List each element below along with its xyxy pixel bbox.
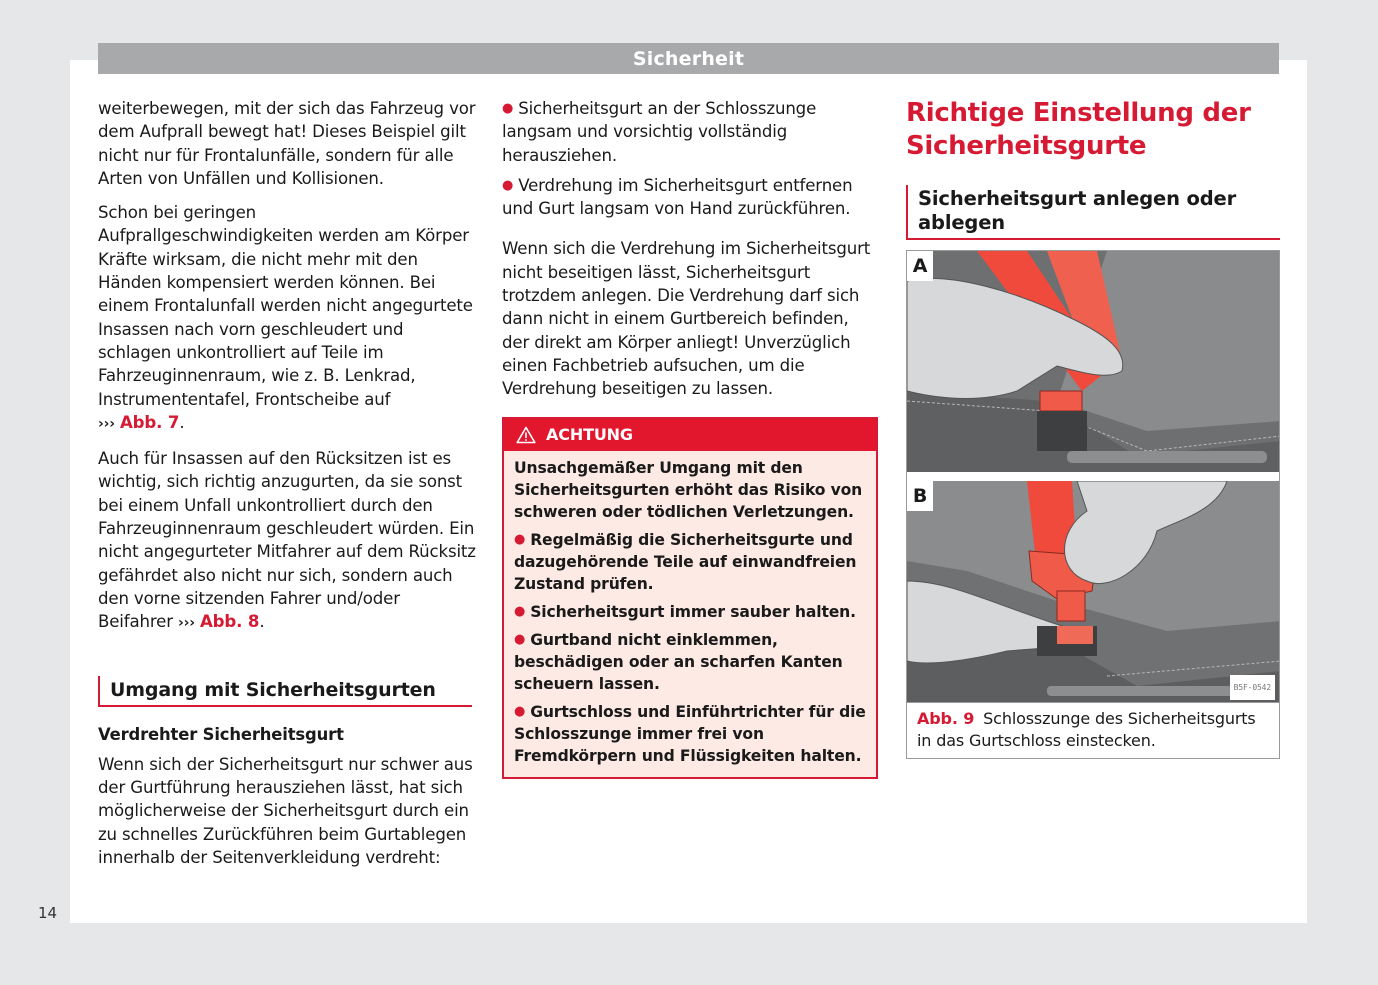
bullet-dot-icon: ● xyxy=(514,531,526,547)
warning-bullet: ● Gurtband nicht einklemmen, beschädigen oder an scharfen Kanten scheuern lassen. xyxy=(514,630,843,693)
paragraph: Schon bei geringen Aufprallgeschwindigkeiten werden am Körper Kräfte wirksam, die nicht mehr mit den Händen kompensiert werden können. Bei einem Frontalunfall werden nicht angegurtete Insassen nach vorn geschleudert und schlagen unkontrolliert auf Teile im Fahrzeuginnenraum, wie z. B. Lenkrad, Instrumententafel, Frontscheibe auf ››› Abb. 7. xyxy=(98,203,473,432)
column-middle xyxy=(502,97,880,779)
paragraph: weiterbewegen, mit der sich das Fahrzeug vor dem Aufprall bewegt hat! Dieses Beispiel gilt nicht nur für Frontalunfälle, sondern für alle Arten von Unfällen und Kollisionen. xyxy=(98,99,476,188)
warning-intro: Unsachgemäßer Umgang mit den Sicherheitsgurten erhöht das Risiko von schweren oder tödlichen Verletzungen. xyxy=(514,458,863,521)
figure-caption: Abb. 9 Schlosszunge des Sicherheitsgurts in das Gurtschloss einstecken. xyxy=(907,702,1279,758)
cross-reference-arrows-icon: ››› xyxy=(178,615,195,632)
section-subheading: Umgang mit Sicherheitsgurten xyxy=(98,676,472,707)
minor-heading: Verdrehter Sicherheitsgurt xyxy=(98,724,344,744)
illustration-panel-b xyxy=(907,472,1279,702)
illustration-panel-a xyxy=(907,251,1279,472)
panel-label: B xyxy=(907,481,933,511)
figure-abb9 xyxy=(906,250,1280,759)
seatbelt-illustration-a xyxy=(907,251,1279,472)
warning-title: ACHTUNG xyxy=(546,424,633,444)
column-left xyxy=(98,97,476,880)
warning-bullet: ● Regelmäßig die Sicherheitsgurte und dazugehörende Teile auf einwandfreien Zustand prüfen. xyxy=(514,530,857,593)
section-header: Sicherheit xyxy=(98,43,1279,74)
chapter-title: Richtige Einstellung der Sicherheitsgurte xyxy=(906,98,1251,161)
figure-label: Abb. 9 xyxy=(917,709,975,728)
warning-header xyxy=(504,419,876,451)
panel-label: A xyxy=(907,251,933,281)
figure-code: B5F-0542 xyxy=(1230,675,1275,700)
cross-reference-arrows-icon: ››› xyxy=(98,415,115,432)
bullet-dot-icon: ● xyxy=(502,101,514,116)
bullet-dot-icon: ● xyxy=(502,177,514,193)
warning-triangle-icon xyxy=(516,426,536,444)
warning-body xyxy=(504,451,876,777)
column-right xyxy=(906,97,1280,759)
bullet-item: ● Sicherheitsgurt an der Schlosszunge langsam und vorsichtig vollständig herausziehen. xyxy=(502,99,817,165)
warning-bullet: ● Gurtschloss und Einführtrichter für die Schlosszunge immer frei von Fremdkörpern und Flüssigkeiten halten. xyxy=(514,702,866,765)
section-subheading: Sicherheitsgurt anlegen oder ablegen xyxy=(906,185,1280,240)
paragraph: Wenn sich die Verdrehung im Sicherheitsgurt nicht beseitigen lässt, Sicherheitsgurt trotzdem anlegen. Die Verdrehung darf sich dann nicht in einem Gurtbereich befinden, der direkt am Körper anliegt! Unverzüglich einen Fachbetrieb aufsuchen, um die Verdrehung beseitigen zu lassen. xyxy=(502,239,871,399)
figure-link-abb8[interactable]: Abb. 8 xyxy=(199,612,260,632)
paragraph: Auch für Insassen auf den Rücksitzen ist es wichtig, sich richtig anzugurten, da sie sonst bei einem Unfall unkontrolliert durch den Fahrzeuginnenraum geschleudert würden. Ein nicht angegurteter Mitfahrer auf dem Rücksitz gefährdet also nicht nur sich, sondern auch den vorne sitzenden Fahrer und/oder Beifahrer ››› Abb. 8. xyxy=(98,449,476,632)
warning-bullet: ● Sicherheitsgurt immer sauber halten. xyxy=(514,602,856,621)
bullet-dot-icon: ● xyxy=(514,603,526,619)
bullet-dot-icon: ● xyxy=(514,703,526,719)
bullet-item: ● Verdrehung im Sicherheitsgurt entfernen und Gurt langsam von Hand zurückführen. xyxy=(502,175,853,219)
page-number: 14 xyxy=(38,904,58,922)
paragraph: Wenn sich der Sicherheitsgurt nur schwer aus der Gurtführung herausziehen lässt, hat sich möglicherweise der Sicherheitsgurt durch ein zu schnelles Zurückführen beim Gurtablegen innerhalb der Seitenverkleidung verdreht: xyxy=(98,754,473,868)
figure-link-abb7[interactable]: Abb. 7 xyxy=(119,412,180,432)
seatbelt-illustration-b xyxy=(907,481,1279,702)
bullet-dot-icon: ● xyxy=(514,631,526,647)
warning-box xyxy=(502,417,878,779)
